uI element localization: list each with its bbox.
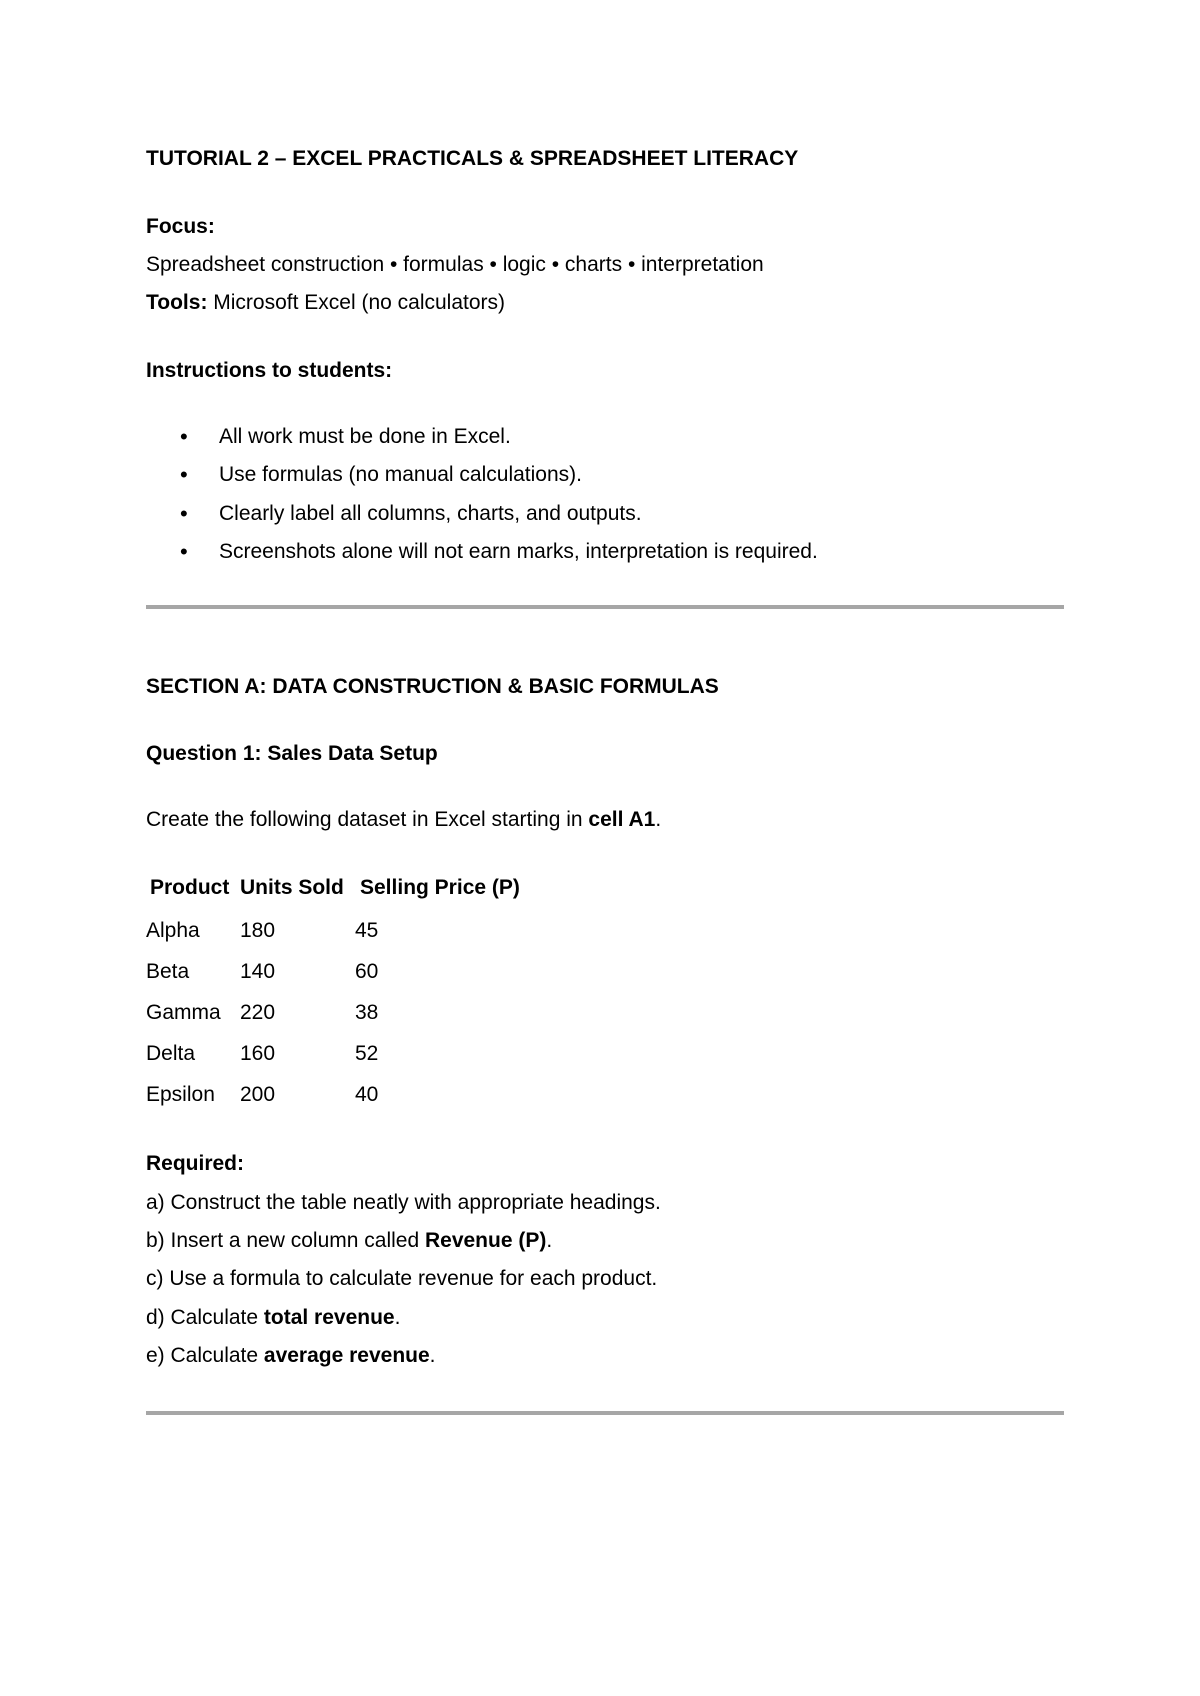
list-item-text: Clearly label all columns, charts, and outputs. <box>219 502 642 525</box>
table-cell: Gamma <box>146 1001 221 1024</box>
focus-label: Focus: <box>146 215 215 238</box>
required-item-a: a) Construct the table neatly with appropriate headings. <box>146 1191 661 1214</box>
required-e-period: . <box>429 1344 436 1367</box>
horizontal-rule <box>146 1411 1064 1415</box>
table-cell: 180 <box>240 919 276 942</box>
required-b-bold: Revenue (P) <box>424 1229 547 1252</box>
table-cell: Beta <box>146 960 190 983</box>
bullet-icon: • <box>180 501 188 526</box>
question-1-intro <box>146 807 661 833</box>
section-a-heading: SECTION A: DATA CONSTRUCTION & BASIC FORMULAS <box>146 675 719 698</box>
tools-text: Microsoft Excel (no calculators) <box>207 291 506 314</box>
required-item-c: c) Use a formula to calculate revenue for each product. <box>146 1267 658 1290</box>
list-item-text: Screenshots alone will not earn marks, interpretation is required. <box>219 540 818 563</box>
table-cell: Alpha <box>146 919 200 942</box>
table-cell: 52 <box>355 1042 379 1065</box>
bullet-icon: • <box>180 462 188 487</box>
table-header-selling-price: Selling Price (P) <box>360 876 520 899</box>
horizontal-rule <box>146 605 1064 609</box>
table-cell: Epsilon <box>146 1083 215 1106</box>
required-b-period: . <box>546 1229 553 1252</box>
table-cell: 40 <box>355 1083 379 1106</box>
table-cell: 60 <box>355 960 379 983</box>
table-cell: 160 <box>240 1042 276 1065</box>
tools-line <box>146 290 505 316</box>
intro-cell-ref: cell A1 <box>588 808 656 831</box>
table-cell: Delta <box>146 1042 196 1065</box>
required-b-text: b) Insert a new column called <box>146 1229 425 1252</box>
required-item-b <box>146 1228 552 1254</box>
table-cell: 38 <box>355 1001 379 1024</box>
required-e-bold: average revenue <box>263 1344 430 1367</box>
required-d-period: . <box>394 1306 401 1329</box>
table-cell: 220 <box>240 1001 276 1024</box>
tools-label: Tools: <box>146 291 208 314</box>
required-item-d <box>146 1305 400 1331</box>
intro-period: . <box>655 808 662 831</box>
question-1-heading: Question 1: Sales Data Setup <box>146 742 438 765</box>
focus-text: Spreadsheet construction • formulas • logic • charts • interpretation <box>146 253 764 276</box>
list-item-text: Use formulas (no manual calculations). <box>219 463 582 486</box>
table-header-units-sold: Units Sold <box>240 876 344 899</box>
required-e-text: e) Calculate <box>146 1344 264 1367</box>
table-cell: 140 <box>240 960 276 983</box>
intro-text: Create the following dataset in Excel starting in <box>146 808 589 831</box>
table-header-product: Product <box>150 876 230 899</box>
instructions-heading: Instructions to students: <box>146 359 393 382</box>
list-item-text: All work must be done in Excel. <box>219 425 511 448</box>
required-item-e <box>146 1343 436 1369</box>
table-cell: 200 <box>240 1083 276 1106</box>
required-d-bold: total revenue <box>263 1306 395 1329</box>
required-heading: Required: <box>146 1152 245 1175</box>
bullet-icon: • <box>180 539 188 564</box>
bullet-icon: • <box>180 424 188 449</box>
document-title: TUTORIAL 2 – EXCEL PRACTICALS & SPREADSHEET LITERACY <box>146 147 799 170</box>
table-cell: 45 <box>355 919 379 942</box>
required-d-text: d) Calculate <box>146 1306 264 1329</box>
